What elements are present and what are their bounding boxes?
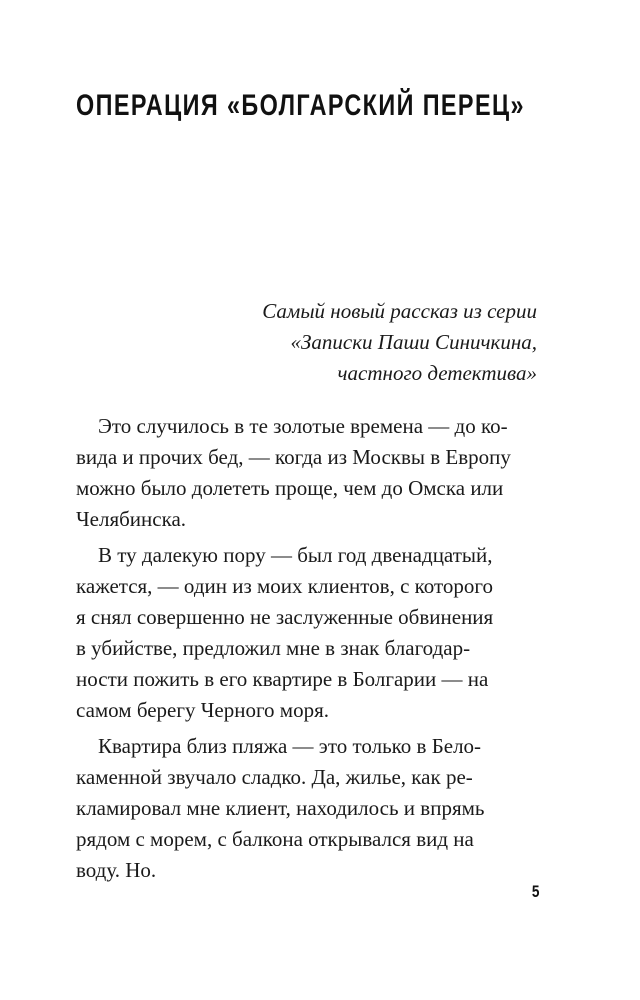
epigraph-line: Самый новый рассказ из серии <box>262 299 537 323</box>
epigraph <box>262 296 537 389</box>
text-line: в убийстве, предложил мне в знак благодар- <box>76 636 471 660</box>
text-line: ности пожить в его квартире в Болгарии — на <box>76 667 489 691</box>
paragraph <box>76 411 540 535</box>
chapter-title: ОПЕРАЦИЯ «БОЛГАРСКИЙ ПЕРЕЦ» <box>76 89 525 122</box>
epigraph-line: частного детектива» <box>337 361 537 385</box>
text-line: Это случилось в те золотые времена — до ко- <box>98 414 508 438</box>
text-line: воду. Но. <box>76 858 157 882</box>
text-line: можно было долететь проще, чем до Омска или <box>76 476 504 500</box>
text-line: я снял совершенно не заслуженные обвинения <box>76 605 494 629</box>
text-line: кажется, — один из моих клиентов, с которого <box>76 574 494 598</box>
page-number: 5 <box>531 882 539 901</box>
paragraph <box>76 540 540 726</box>
text-line: кламировал мне клиент, находилось и впрямь <box>76 796 485 820</box>
body-text <box>76 411 540 891</box>
epigraph-line: «Записки Паши Синичкина, <box>290 330 537 354</box>
paragraph <box>76 731 540 886</box>
text-line: В ту далекую пору — был год двенадцатый, <box>98 543 493 567</box>
text-line: рядом с морем, с балкона открывался вид на <box>76 827 474 851</box>
text-line: каменной звучало сладко. Да, жилье, как ре- <box>76 765 473 789</box>
text-line: Челябинска. <box>76 507 187 531</box>
text-line: вида и прочих бед, — когда из Москвы в Европу <box>76 445 511 469</box>
text-line: самом берегу Черного моря. <box>76 698 329 722</box>
text-line: Квартира близ пляжа — это только в Бело- <box>98 734 482 758</box>
